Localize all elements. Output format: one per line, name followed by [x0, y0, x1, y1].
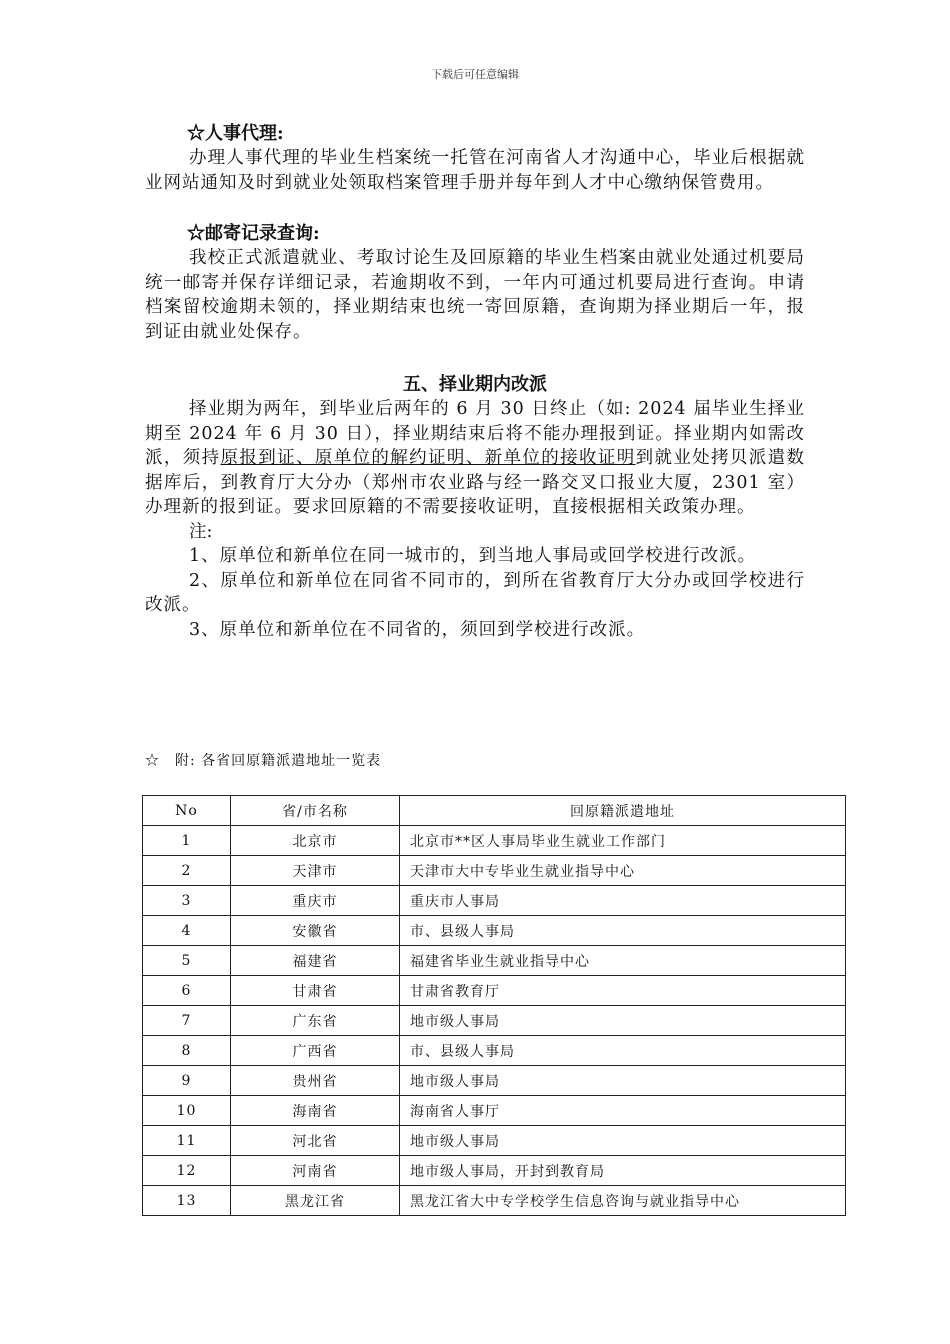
table-row — [143, 1186, 846, 1216]
table-row — [143, 976, 846, 1006]
row-no: 3 — [143, 886, 231, 916]
row-address: 地市级人事局，开封到教育局 — [400, 1156, 846, 1186]
row-no: 12 — [143, 1156, 231, 1186]
row-province: 黑龙江省 — [231, 1186, 400, 1216]
row-province: 北京市 — [231, 826, 400, 856]
personnel-agency-section — [145, 122, 805, 195]
row-no: 5 — [143, 946, 231, 976]
reassignment-paragraph — [145, 397, 805, 520]
row-province: 海南省 — [231, 1096, 400, 1126]
table-row — [143, 1156, 846, 1186]
row-address: 甘肃省教育厅 — [400, 976, 846, 1006]
row-address: 市、县级人事局 — [400, 1036, 846, 1066]
row-no: 10 — [143, 1096, 231, 1126]
header-province: 省/市名称 — [231, 796, 400, 826]
row-province: 重庆市 — [231, 886, 400, 916]
reassignment-text-b: 到就业处拷贝派遣数据库后，到教育厅大分办（郑州市农业路与经一路交叉口报业大厦，2301 室）办理新的报到证。要求回原籍的不需要接收证明，直接根据相关政策办理。 — [145, 448, 806, 517]
required-documents: 原报到证、原单位的解约证明、新单位的接收证明 — [220, 448, 636, 468]
table-row — [143, 946, 846, 976]
row-province: 广东省 — [231, 1006, 400, 1036]
reassignment-section — [145, 373, 805, 642]
row-no: 11 — [143, 1126, 231, 1156]
mail-record-section — [145, 222, 805, 344]
note-item: 2、原单位和新单位在同省不同市的，到所在省教育厅大分办或回学校进行改派。 — [145, 570, 805, 615]
table-row — [143, 1126, 846, 1156]
table-header-row — [143, 796, 846, 826]
row-province: 河北省 — [231, 1126, 400, 1156]
note-label: 注: — [189, 521, 213, 542]
table-row — [143, 1036, 846, 1066]
row-province: 河南省 — [231, 1156, 400, 1186]
row-province: 广西省 — [231, 1036, 400, 1066]
row-address: 北京市**区人事局毕业生就业工作部门 — [400, 826, 846, 856]
row-no: 8 — [143, 1036, 231, 1066]
header-address: 回原籍派遣地址 — [400, 796, 846, 826]
row-address: 重庆市人事局 — [400, 886, 846, 916]
row-no: 2 — [143, 856, 231, 886]
row-no: 13 — [143, 1186, 231, 1216]
table-row — [143, 826, 846, 856]
note-item: 3、原单位和新单位在不同省的，须回到学校进行改派。 — [189, 619, 646, 640]
row-address: 海南省人事厅 — [400, 1096, 846, 1126]
row-no: 1 — [143, 826, 231, 856]
row-province: 甘肃省 — [231, 976, 400, 1006]
table-row — [143, 1066, 846, 1096]
mail-record-body: 我校正式派遣就业、考取讨论生及回原籍的毕业生档案由就业处通过机要局统一邮寄并保存详细记录，若逾期收不到，一年内可通过机要局进行查询。申请档案留校逾期未领的，择业期结束也统一寄回原籍，查询期为择业期后一年，报到证由就业处保存。 — [145, 248, 805, 342]
row-province: 天津市 — [231, 856, 400, 886]
row-address: 地市级人事局 — [400, 1066, 846, 1096]
row-address: 市、县级人事局 — [400, 916, 846, 946]
personnel-agency-title: ☆人事代理: — [187, 123, 284, 144]
page-header: 下载后可任意编辑 — [431, 68, 519, 81]
row-address: 福建省毕业生就业指导中心 — [400, 946, 846, 976]
row-no: 7 — [143, 1006, 231, 1036]
table-row — [143, 1006, 846, 1036]
row-address: 黑龙江省大中专学校学生信息咨询与就业指导中心 — [400, 1186, 846, 1216]
row-province: 安徽省 — [231, 916, 400, 946]
table-row — [143, 1096, 846, 1126]
note-item: 1、原单位和新单位在同一城市的，到当地人事局或回学校进行改派。 — [189, 546, 757, 566]
row-province: 贵州省 — [231, 1066, 400, 1096]
table-row — [143, 886, 846, 916]
reassignment-title: 五、择业期内改派 — [403, 374, 547, 395]
dispatch-address-table — [142, 795, 846, 1216]
row-no: 4 — [143, 916, 231, 946]
row-no: 6 — [143, 976, 231, 1006]
row-no: 9 — [143, 1066, 231, 1096]
reassignment-text-a: 择业期为两年，到毕业后两年的 6 月 30 日终止（如: 2024 届毕业生择业期至 2024 年 6 月 30 日），择业期结束后将不能办理报到证。择业期内如需改派，须持 — [145, 399, 805, 468]
appendix-title: ☆ 附: 各省回原籍派遣地址一览表 — [145, 753, 382, 769]
row-address: 地市级人事局 — [400, 1126, 846, 1156]
header-no: No — [143, 796, 231, 826]
table-row — [143, 916, 846, 946]
table-row — [143, 856, 846, 886]
row-address: 天津市大中专毕业生就业指导中心 — [400, 856, 846, 886]
mail-record-title: ☆邮寄记录查询: — [187, 223, 320, 244]
row-address: 地市级人事局 — [400, 1006, 846, 1036]
row-province: 福建省 — [231, 946, 400, 976]
personnel-agency-body: 办理人事代理的毕业生档案统一托管在河南省人才沟通中心，毕业后根据就业网站通知及时到就业处领取档案管理手册并每年到人才中心缴纳保管费用。 — [145, 148, 805, 193]
